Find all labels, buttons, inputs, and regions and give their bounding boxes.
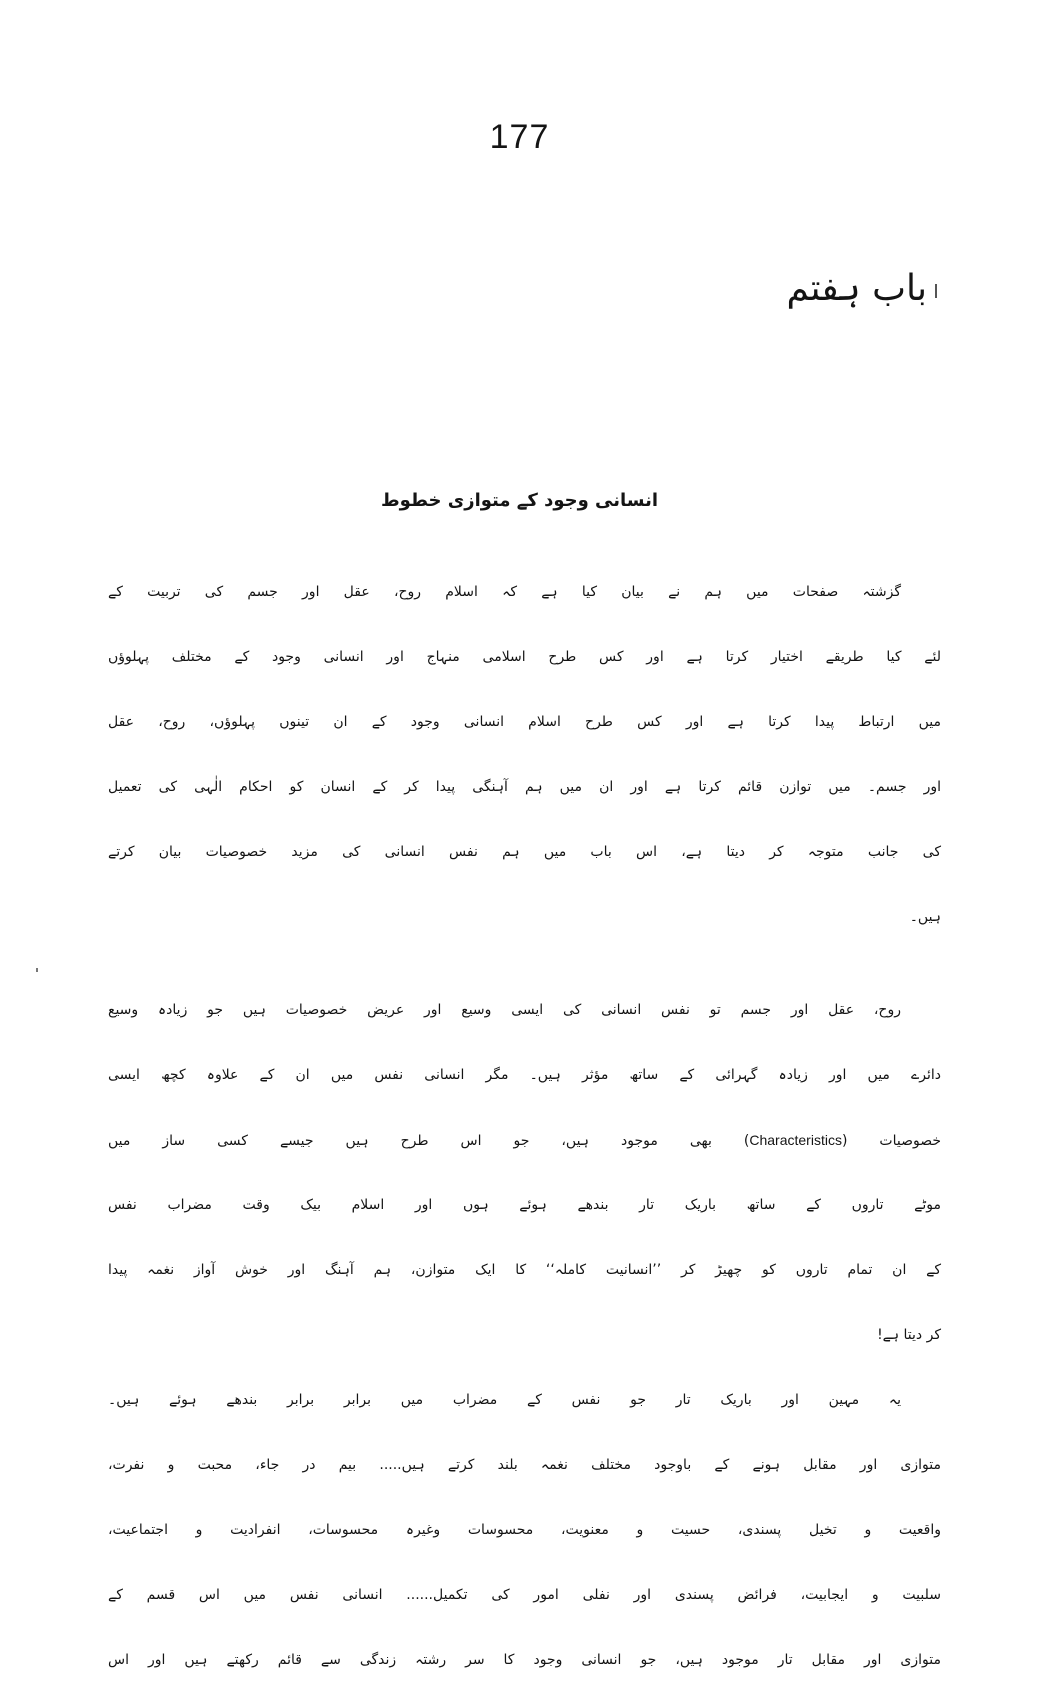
english-term: Characteristics [749, 1132, 842, 1148]
paragraph-line: دائرے میں اور زیادہ گہرائی کے ساتھ مؤثر ہیں۔ مگر انسانی نفس میں ان کے علاوہ کچھ ایسی [108, 1067, 941, 1083]
paragraph-line: میں ارتباط پیدا کرتا ہے اور کس طرح اسلام انسانی وجود کے ان تینوں پہلوؤں، روح، عقل [108, 714, 941, 730]
paragraph-text: ) بھی موجود ہیں، جو اس طرح ہیں جیسے کسی ساز میں [108, 1133, 750, 1149]
paragraph-line [108, 1108, 941, 1173]
paragraph-line: کی جانب متوجہ کر دیتا ہے، اس باب میں ہم نفس انسانی کی مزید خصوصیات بیان کرتے [108, 844, 941, 860]
margin-speck [36, 968, 38, 972]
paragraph-line: کر دیتا ہے! [877, 1327, 941, 1343]
paragraph-line: متوازی اور مقابل تار موجود ہیں، جو انسانی وجود کا سر رشتہ زندگی سے قائم رکھتے ہیں اور اس [108, 1652, 941, 1668]
paragraph-text: خصوصیات ( [841, 1133, 942, 1149]
chapter-label: باب ہفتم [786, 268, 927, 309]
section-heading: انسانی وجود کے متوازی خطوط [380, 490, 659, 511]
paragraph-line: روح، عقل اور جسم تو نفس انسانی کی ایسی وسیع اور عریض خصوصیات ہیں جو زیادہ وسیع [108, 1002, 901, 1018]
paragraph-line: کے ان تمام تاروں کو چھیڑ کر ’’انسانیت کاملہ‘‘ کا ایک متوازن، ہم آہنگ اور خوش آواز نغمہ پیدا [108, 1262, 941, 1278]
page-number: 177 [489, 118, 550, 156]
chapter-tick-mark [935, 284, 937, 298]
body-text [108, 560, 941, 1693]
paragraph-line: سلبیت و ایجابیت، فرائض پسندی اور نفلی امور کی تکمیل...... انسانی نفس میں اس قسم کے [108, 1587, 941, 1603]
paragraph-line: یہ مہین اور باریک تار جو نفس کے مضراب میں برابر برابر بندھے ہوئے ہیں۔ [108, 1392, 901, 1408]
paragraph-line: اور جسم۔ میں توازن قائم کرتا ہے اور ان میں ہم آہنگی پیدا کر کے انسان کو احکام الٰہی کی تعمیل [108, 779, 941, 795]
paragraph-line: موٹے تاروں کے ساتھ باریک تار بندھے ہوئے ہوں اور اسلام بیک وقت مضراب نفس [108, 1197, 941, 1213]
paragraph-line: ہیں۔ [909, 909, 941, 925]
paragraph-line: لئے کیا طریقے اختیار کرتا ہے اور کس طرح اسلامی منہاج اور انسانی وجود کے مختلف پہلوؤں [108, 649, 941, 665]
paragraph-line: متوازی اور مقابل ہونے کے باوجود مختلف نغمہ بلند کرتے ہیں..... بیم در جاء، محبت و نفرت، [108, 1457, 941, 1473]
paragraph-line: واقعیت و تخیل پسندی، حسیت و معنویت، محسوسات وغیرہ محسوسات، انفرادیت و اجتماعیت، [108, 1522, 941, 1538]
paragraph-line: گزشتہ صفحات میں ہم نے بیان کیا ہے کہ اسلام روح، عقل اور جسم کی تربیت کے [108, 584, 901, 600]
